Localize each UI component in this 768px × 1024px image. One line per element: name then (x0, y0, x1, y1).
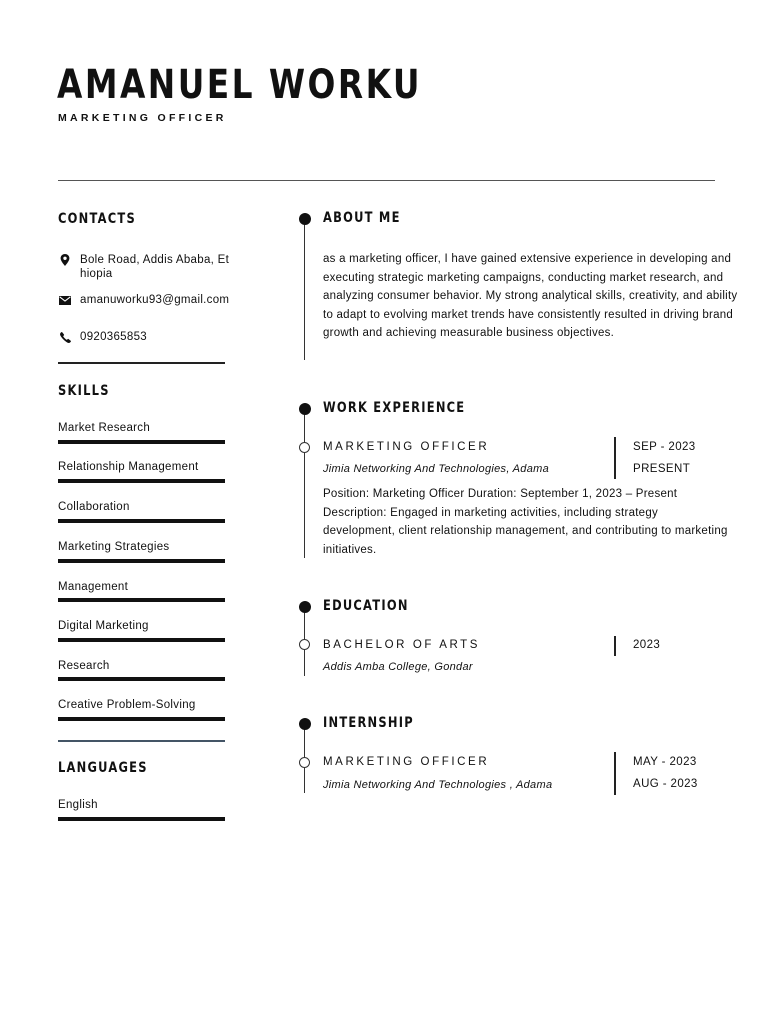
internship-bullet (299, 718, 311, 730)
skill-label: Creative Problem-Solving (58, 699, 196, 711)
internship-job-title: MARKETING OFFICER (323, 756, 490, 768)
internship-date-divider (614, 752, 616, 795)
skill-label: Collaboration (58, 501, 130, 513)
work-heading: WORK EXPERIENCE (323, 400, 466, 416)
contact-address (58, 253, 230, 281)
work-date-start: SEP - 2023 (633, 441, 696, 453)
education-date-divider (614, 636, 616, 656)
skill-label: Management (58, 581, 129, 593)
languages-heading: LANGUAGES (58, 760, 148, 776)
about-heading: ABOUT ME (323, 210, 401, 226)
skill-bar (58, 519, 225, 523)
language-label: English (58, 799, 98, 811)
work-date-divider (614, 437, 616, 479)
skill-label: Digital Marketing (58, 620, 149, 632)
work-date-end: PRESENT (633, 463, 691, 475)
work-entry-marker (299, 442, 310, 453)
skill-label: Marketing Strategies (58, 541, 170, 553)
contact-phone-text[interactable]: 0920365853 (80, 331, 147, 343)
location-pin-icon (58, 253, 72, 267)
about-text: as a marketing officer, I have gained extensive experience in developing and executing strategic marketing campaigns, conducting market research, and analyzing consumer behavior. My strong analytical skills, creativity, and ability to adapt to evolving market trends have consistently resulted in driving brand growth and achieving measurable business objectives. (323, 253, 738, 340)
skill-bar (58, 717, 225, 721)
education-entry-marker (299, 639, 310, 650)
contacts-divider (58, 362, 225, 364)
work-job-title: MARKETING OFFICER (323, 441, 490, 453)
skill-bar (58, 440, 225, 444)
skill-label: Market Research (58, 422, 151, 434)
work-timeline (304, 408, 305, 558)
skill-bar (58, 598, 225, 602)
envelope-icon (58, 293, 72, 307)
education-school: Addis Amba College, Gondar (323, 661, 473, 673)
skill-label: Relationship Management (58, 461, 199, 473)
education-heading: EDUCATION (323, 598, 409, 614)
skills-heading: SKILLS (58, 383, 110, 399)
work-description: Position: Marketing Officer Duration: September 1, 2023 – Present Description: Engaged in marketing activities, including strategy development, client relationship management, and contributing to marketing initiatives. (323, 488, 728, 556)
contact-email-text[interactable]: amanuworku93@gmail.com (80, 294, 230, 306)
skill-label: Research (58, 660, 110, 672)
skills-divider (58, 740, 225, 742)
education-bullet (299, 601, 311, 613)
skill-bar (58, 638, 225, 642)
candidate-name: AMANUEL WORKU (57, 62, 423, 108)
contacts-heading: CONTACTS (58, 211, 136, 227)
candidate-title: MARKETING OFFICER (58, 112, 227, 124)
internship-entry-marker (299, 757, 310, 768)
internship-company: Jimia Networking And Technologies , Adama (323, 779, 553, 791)
internship-heading: INTERNSHIP (323, 715, 414, 731)
education-degree: BACHELOR OF ARTS (323, 639, 481, 651)
contact-address-text: Bole Road, Addis Ababa, Ethiopia (80, 254, 230, 280)
skill-bar (58, 559, 225, 563)
internship-date-start: MAY - 2023 (633, 756, 697, 768)
work-company: Jimia Networking And Technologies, Adama (323, 463, 549, 475)
about-timeline (304, 218, 305, 360)
contact-email[interactable] (58, 293, 230, 307)
work-bullet (299, 403, 311, 415)
language-bar (58, 817, 225, 821)
phone-icon (58, 330, 72, 344)
skill-bar (58, 479, 225, 483)
header-divider (58, 180, 715, 181)
about-bullet (299, 213, 311, 225)
education-year: 2023 (633, 639, 661, 651)
internship-date-end: AUG - 2023 (633, 778, 698, 790)
skill-bar (58, 677, 225, 681)
contact-phone[interactable] (58, 330, 230, 344)
